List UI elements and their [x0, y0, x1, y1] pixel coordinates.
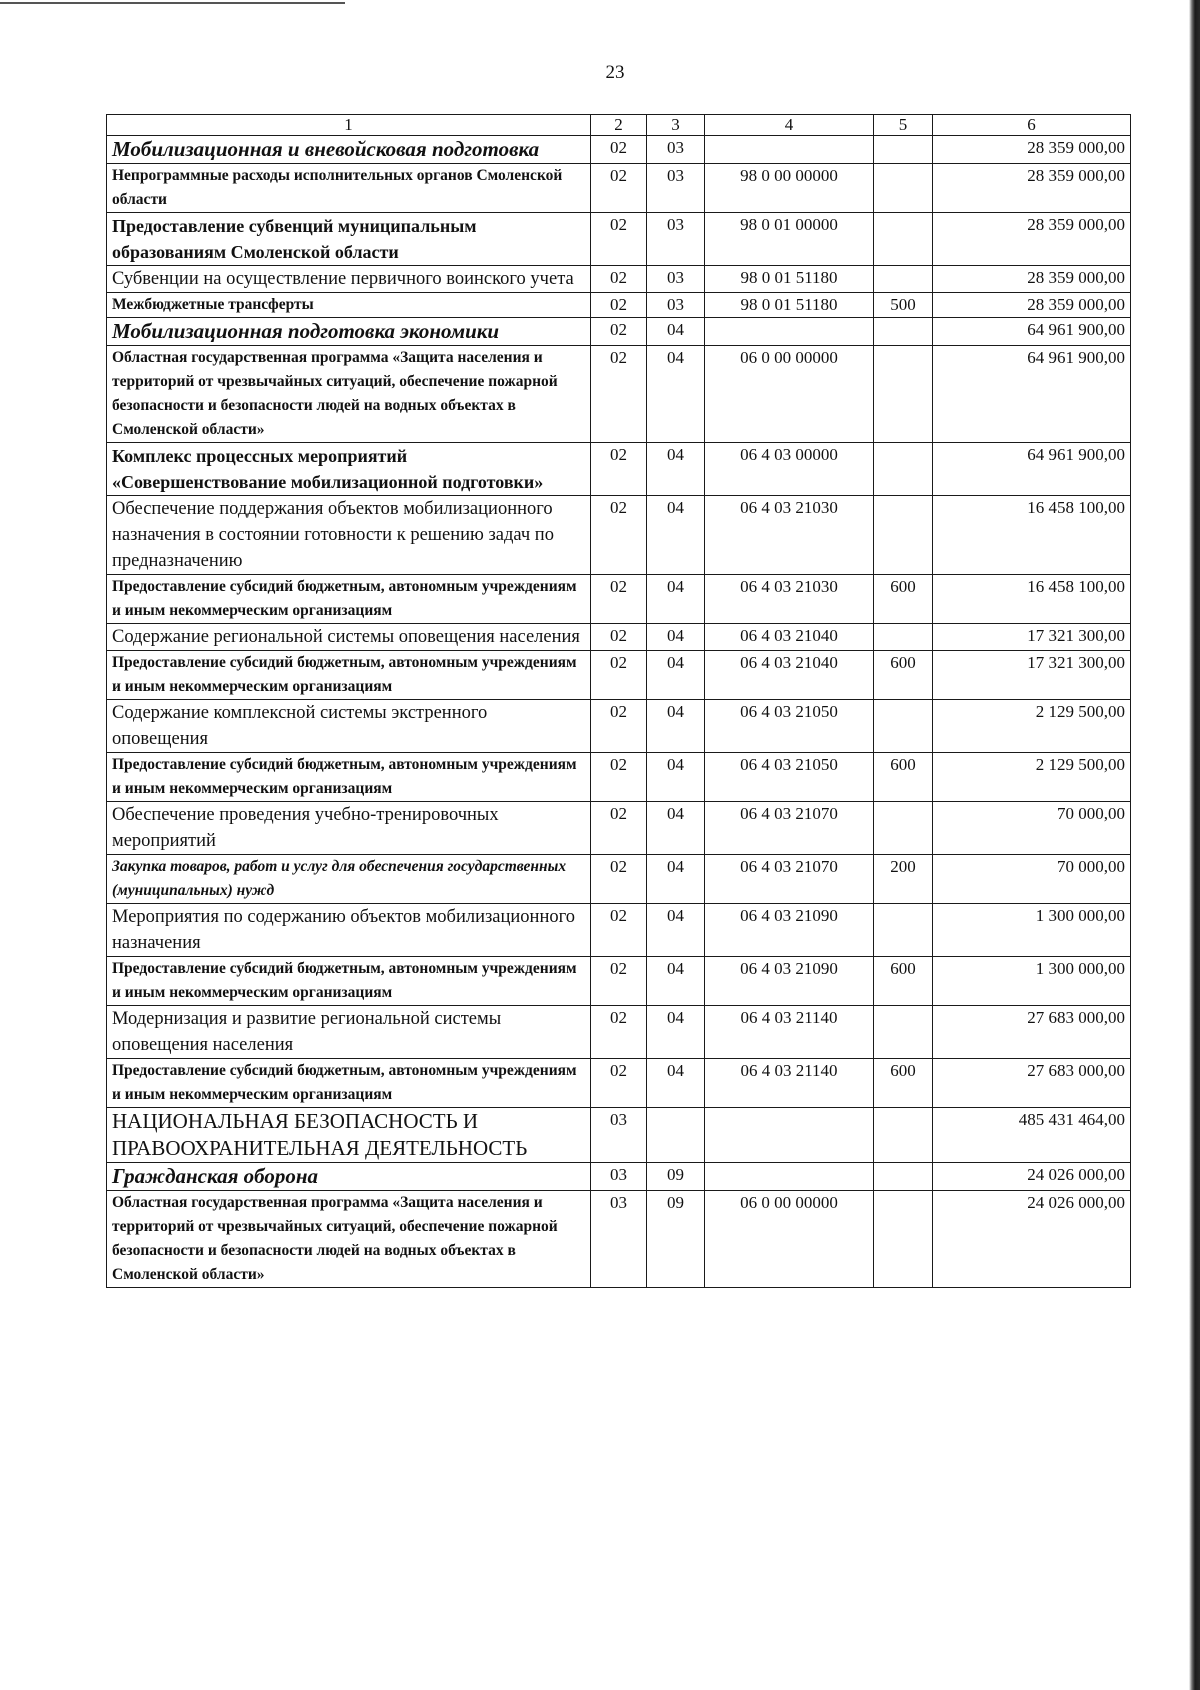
- row-target-article-cell: 06 4 03 21050: [705, 700, 874, 753]
- table-body: [107, 115, 1131, 1288]
- row-amount-cell: 17 321 300,00: [933, 624, 1131, 651]
- row-target-article-cell: 06 4 03 21090: [705, 904, 874, 957]
- row-target-article-cell: 06 4 03 21050: [705, 753, 874, 802]
- row-name-cell: Мероприятия по содержанию объектов мобилизационного назначения: [107, 904, 591, 957]
- row-subsection-cell: 04: [647, 904, 705, 957]
- row-subsection-cell: 04: [647, 443, 705, 496]
- row-subsection-cell: 04: [647, 1059, 705, 1108]
- row-target-article-cell: [705, 136, 874, 164]
- row-target-article-cell: 06 4 03 21070: [705, 855, 874, 904]
- table-row: [107, 496, 1131, 575]
- row-subsection-cell: [647, 1108, 705, 1163]
- header-row: [107, 115, 1131, 136]
- row-name-cell: Предоставление субсидий бюджетным, автономным учреждениям и иным некоммерческим организациям: [107, 575, 591, 624]
- row-expense-type-cell: [874, 802, 933, 855]
- row-amount-cell: 64 961 900,00: [933, 318, 1131, 346]
- row-amount-cell: 2 129 500,00: [933, 753, 1131, 802]
- row-expense-type-cell: [874, 624, 933, 651]
- row-subsection-cell: 04: [647, 700, 705, 753]
- row-amount-cell: 485 431 464,00: [933, 1108, 1131, 1163]
- table-row: [107, 753, 1131, 802]
- row-amount-cell: 27 683 000,00: [933, 1006, 1131, 1059]
- row-section-cell: 03: [591, 1108, 647, 1163]
- row-name-cell: Гражданская оборона: [107, 1163, 591, 1191]
- row-name-cell: Предоставление субвенций муниципальным образованиям Смоленской области: [107, 213, 591, 266]
- row-section-cell: 02: [591, 904, 647, 957]
- row-expense-type-cell: [874, 700, 933, 753]
- table-row: [107, 1108, 1131, 1163]
- header-cell-6: 6: [933, 115, 1131, 136]
- row-section-cell: 02: [591, 164, 647, 213]
- row-name-cell: Мобилизационная подготовка экономики: [107, 318, 591, 346]
- header-cell-1: 1: [107, 115, 591, 136]
- row-amount-cell: 70 000,00: [933, 855, 1131, 904]
- row-subsection-cell: 03: [647, 213, 705, 266]
- row-subsection-cell: 03: [647, 136, 705, 164]
- row-expense-type-cell: [874, 136, 933, 164]
- row-expense-type-cell: [874, 1006, 933, 1059]
- row-subsection-cell: 04: [647, 651, 705, 700]
- row-name-cell: Областная государственная программа «Защита населения и территорий от чрезвычайных ситуаций, обеспечение пожарной безопасности и безопасности людей на водных объектах в Смоленской области»: [107, 1191, 591, 1288]
- row-expense-type-cell: 600: [874, 957, 933, 1006]
- row-amount-cell: 17 321 300,00: [933, 651, 1131, 700]
- row-target-article-cell: 98 0 01 51180: [705, 266, 874, 293]
- table-row: [107, 1059, 1131, 1108]
- row-name-cell: Предоставление субсидий бюджетным, автономным учреждениям и иным некоммерческим организациям: [107, 1059, 591, 1108]
- row-target-article-cell: 06 0 00 00000: [705, 346, 874, 443]
- page-number: 23: [605, 62, 625, 83]
- row-amount-cell: 1 300 000,00: [933, 904, 1131, 957]
- row-target-article-cell: 06 4 03 21090: [705, 957, 874, 1006]
- scan-page-edge: [1189, 0, 1200, 1690]
- budget-table: [106, 114, 1131, 1288]
- row-expense-type-cell: [874, 443, 933, 496]
- row-expense-type-cell: 200: [874, 855, 933, 904]
- row-expense-type-cell: 600: [874, 651, 933, 700]
- scan-artifact-line: [0, 2, 345, 4]
- row-subsection-cell: 04: [647, 1006, 705, 1059]
- row-subsection-cell: 04: [647, 855, 705, 904]
- row-expense-type-cell: 600: [874, 575, 933, 624]
- row-subsection-cell: 09: [647, 1191, 705, 1288]
- row-name-cell: Обеспечение проведения учебно-тренировочных мероприятий: [107, 802, 591, 855]
- row-target-article-cell: 06 0 00 00000: [705, 1191, 874, 1288]
- row-target-article-cell: [705, 1163, 874, 1191]
- row-target-article-cell: 06 4 03 00000: [705, 443, 874, 496]
- table-row: [107, 136, 1131, 164]
- row-section-cell: 02: [591, 753, 647, 802]
- row-amount-cell: 24 026 000,00: [933, 1163, 1131, 1191]
- row-target-article-cell: 06 4 03 21030: [705, 496, 874, 575]
- row-target-article-cell: 06 4 03 21140: [705, 1006, 874, 1059]
- row-section-cell: 02: [591, 700, 647, 753]
- row-section-cell: 02: [591, 1059, 647, 1108]
- row-target-article-cell: [705, 1108, 874, 1163]
- row-amount-cell: 70 000,00: [933, 802, 1131, 855]
- row-subsection-cell: 04: [647, 802, 705, 855]
- row-section-cell: 02: [591, 496, 647, 575]
- row-subsection-cell: 04: [647, 318, 705, 346]
- row-expense-type-cell: [874, 1191, 933, 1288]
- table-row: [107, 802, 1131, 855]
- row-section-cell: 02: [591, 651, 647, 700]
- row-target-article-cell: 98 0 00 00000: [705, 164, 874, 213]
- table-row: [107, 904, 1131, 957]
- row-section-cell: 02: [591, 443, 647, 496]
- row-name-cell: Областная государственная программа «Защита населения и территорий от чрезвычайных ситуаций, обеспечение пожарной безопасности и безопасности людей на водных объектах в Смоленской области»: [107, 346, 591, 443]
- row-expense-type-cell: [874, 904, 933, 957]
- row-subsection-cell: 03: [647, 266, 705, 293]
- row-expense-type-cell: 600: [874, 1059, 933, 1108]
- row-name-cell: Комплекс процессных мероприятий «Совершенствование мобилизационной подготовки»: [107, 443, 591, 496]
- row-subsection-cell: 04: [647, 753, 705, 802]
- table-row: [107, 1163, 1131, 1191]
- row-section-cell: 03: [591, 1191, 647, 1288]
- row-expense-type-cell: 600: [874, 753, 933, 802]
- row-name-cell: Предоставление субсидий бюджетным, автономным учреждениям и иным некоммерческим организациям: [107, 651, 591, 700]
- row-subsection-cell: 04: [647, 346, 705, 443]
- table-row: [107, 1006, 1131, 1059]
- row-section-cell: 03: [591, 1163, 647, 1191]
- row-expense-type-cell: [874, 213, 933, 266]
- row-name-cell: Непрограммные расходы исполнительных органов Смоленской области: [107, 164, 591, 213]
- row-section-cell: 02: [591, 266, 647, 293]
- row-name-cell: Закупка товаров, работ и услуг для обеспечения государственных (муниципальных) нужд: [107, 855, 591, 904]
- table-row: [107, 318, 1131, 346]
- header-cell-2: 2: [591, 115, 647, 136]
- table-row: [107, 1191, 1131, 1288]
- row-target-article-cell: 06 4 03 21070: [705, 802, 874, 855]
- row-section-cell: 02: [591, 346, 647, 443]
- row-section-cell: 02: [591, 957, 647, 1006]
- row-expense-type-cell: [874, 164, 933, 213]
- row-subsection-cell: 03: [647, 164, 705, 213]
- row-target-article-cell: [705, 318, 874, 346]
- row-amount-cell: 28 359 000,00: [933, 293, 1131, 318]
- row-amount-cell: 2 129 500,00: [933, 700, 1131, 753]
- row-subsection-cell: 09: [647, 1163, 705, 1191]
- row-section-cell: 02: [591, 318, 647, 346]
- row-section-cell: 02: [591, 213, 647, 266]
- row-name-cell: Межбюджетные трансферты: [107, 293, 591, 318]
- row-expense-type-cell: [874, 346, 933, 443]
- row-name-cell: Предоставление субсидий бюджетным, автономным учреждениям и иным некоммерческим организациям: [107, 957, 591, 1006]
- header-cell-3: 3: [647, 115, 705, 136]
- row-amount-cell: 27 683 000,00: [933, 1059, 1131, 1108]
- row-amount-cell: 28 359 000,00: [933, 136, 1131, 164]
- table-row: [107, 346, 1131, 443]
- row-name-cell: Мобилизационная и вневойсковая подготовка: [107, 136, 591, 164]
- row-amount-cell: 24 026 000,00: [933, 1191, 1131, 1288]
- row-section-cell: 02: [591, 855, 647, 904]
- row-name-cell: Содержание региональной системы оповещения населения: [107, 624, 591, 651]
- row-subsection-cell: 04: [647, 957, 705, 1006]
- row-expense-type-cell: 500: [874, 293, 933, 318]
- row-amount-cell: 64 961 900,00: [933, 346, 1131, 443]
- row-name-cell: Модернизация и развитие региональной системы оповещения населения: [107, 1006, 591, 1059]
- row-target-article-cell: 98 0 01 00000: [705, 213, 874, 266]
- row-name-cell: Обеспечение поддержания объектов мобилизационного назначения в состоянии готовности к решению задач по предназначению: [107, 496, 591, 575]
- row-amount-cell: 16 458 100,00: [933, 575, 1131, 624]
- row-target-article-cell: 06 4 03 21030: [705, 575, 874, 624]
- row-expense-type-cell: [874, 1163, 933, 1191]
- row-section-cell: 02: [591, 1006, 647, 1059]
- table-row: [107, 700, 1131, 753]
- table-row: [107, 957, 1131, 1006]
- row-section-cell: 02: [591, 575, 647, 624]
- table-row: [107, 443, 1131, 496]
- row-amount-cell: 28 359 000,00: [933, 213, 1131, 266]
- row-name-cell: НАЦИОНАЛЬНАЯ БЕЗОПАСНОСТЬ И ПРАВООХРАНИТЕЛЬНАЯ ДЕЯТЕЛЬНОСТЬ: [107, 1108, 591, 1163]
- row-amount-cell: 28 359 000,00: [933, 266, 1131, 293]
- table-row: [107, 855, 1131, 904]
- table-row: [107, 293, 1131, 318]
- row-section-cell: 02: [591, 624, 647, 651]
- row-expense-type-cell: [874, 1108, 933, 1163]
- table-row: [107, 624, 1131, 651]
- row-amount-cell: 64 961 900,00: [933, 443, 1131, 496]
- row-expense-type-cell: [874, 318, 933, 346]
- row-subsection-cell: 04: [647, 624, 705, 651]
- row-name-cell: Предоставление субсидий бюджетным, автономным учреждениям и иным некоммерческим организациям: [107, 753, 591, 802]
- row-subsection-cell: 04: [647, 575, 705, 624]
- row-target-article-cell: 98 0 01 51180: [705, 293, 874, 318]
- row-subsection-cell: 03: [647, 293, 705, 318]
- row-expense-type-cell: [874, 496, 933, 575]
- row-name-cell: Содержание комплексной системы экстренного оповещения: [107, 700, 591, 753]
- table-row: [107, 266, 1131, 293]
- header-cell-5: 5: [874, 115, 933, 136]
- row-expense-type-cell: [874, 266, 933, 293]
- row-subsection-cell: 04: [647, 496, 705, 575]
- header-cell-4: 4: [705, 115, 874, 136]
- row-section-cell: 02: [591, 293, 647, 318]
- row-name-cell: Субвенции на осуществление первичного воинского учета: [107, 266, 591, 293]
- row-amount-cell: 16 458 100,00: [933, 496, 1131, 575]
- row-section-cell: 02: [591, 802, 647, 855]
- row-target-article-cell: 06 4 03 21040: [705, 624, 874, 651]
- row-target-article-cell: 06 4 03 21040: [705, 651, 874, 700]
- row-amount-cell: 1 300 000,00: [933, 957, 1131, 1006]
- row-section-cell: 02: [591, 136, 647, 164]
- row-target-article-cell: 06 4 03 21140: [705, 1059, 874, 1108]
- row-amount-cell: 28 359 000,00: [933, 164, 1131, 213]
- table-row: [107, 164, 1131, 213]
- table-row: [107, 651, 1131, 700]
- table-row: [107, 213, 1131, 266]
- table-row: [107, 575, 1131, 624]
